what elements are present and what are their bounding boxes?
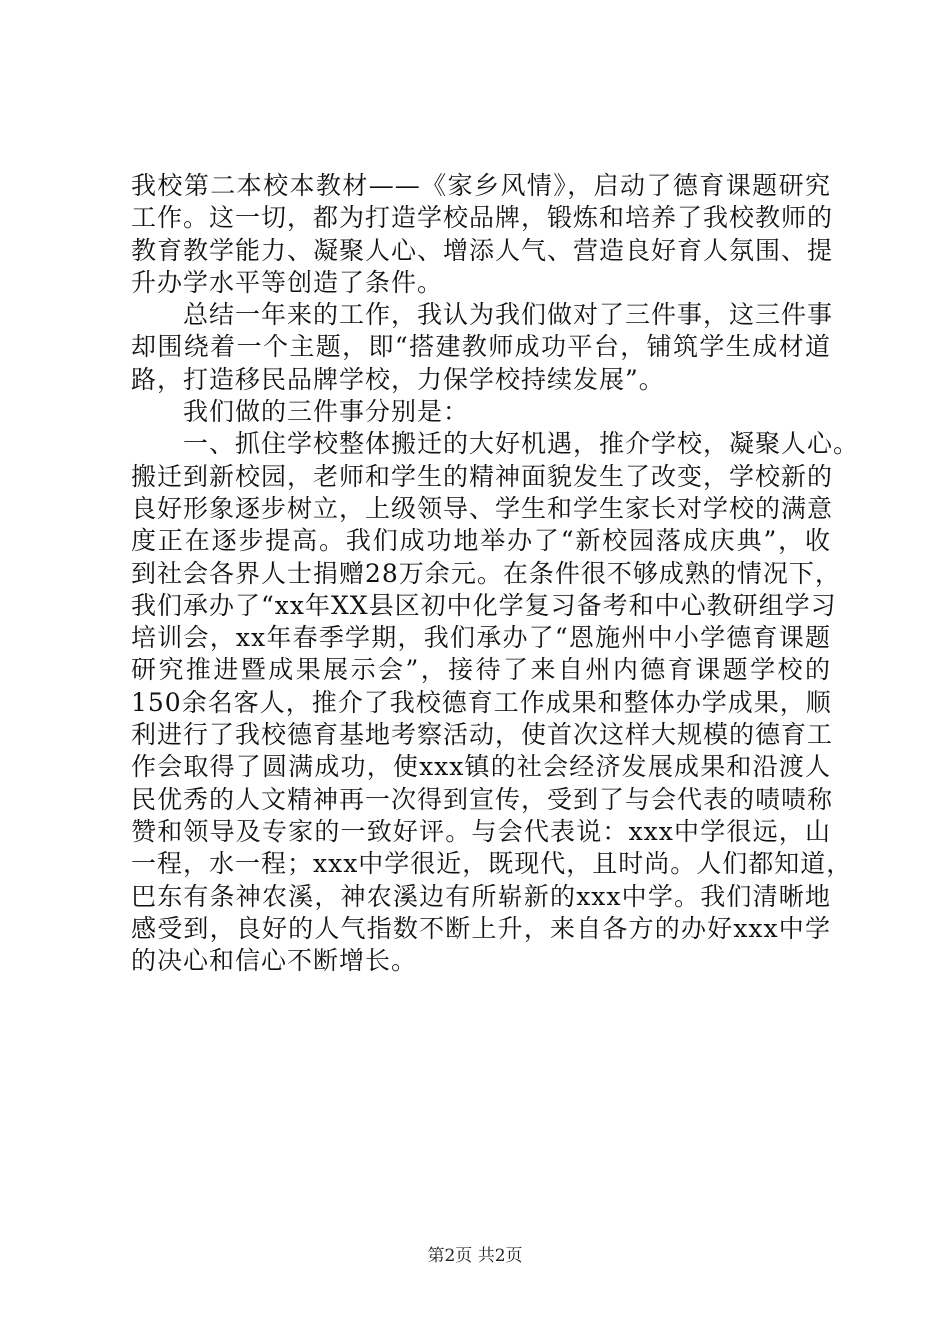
text-line: 150余名客人，推介了我校德育工作成果和整体办学成果，顺 [131,687,832,717]
text-line: 我们承办了“xx年XX县区初中化学复习备考和中心教研组学习 [131,590,837,620]
text-line: 搬迁到新校园，老师和学生的精神面貌发生了改变，学校新的 [131,461,834,491]
text-line: 良好形象逐步树立，上级领导、学生和学生家长对学校的满意 [131,493,834,523]
text-line: 研究推进暨成果展示会”，接待了来自州内德育课题学校的 [131,655,831,685]
text-line: 我校第二本校本教材——《家乡风情》，启动了德育课题研究 [131,171,831,200]
text-line: 升办学水平等创造了条件。 [131,267,444,297]
text-line: 民优秀的人文精神再一次得到宣传，受到了与会代表的啧啧称 [131,784,834,814]
text-line: 一程，水一程；xxx中学很近，既现代，且时尚。人们都知道， [131,849,853,879]
text-line: 的决心和信心不断增长。 [131,946,418,976]
text-line: 度正在逐步提高。我们成功地举办了“新校园落成庆典”，收 [131,526,831,556]
text-line: 巴东有条神农溪，神农溪边有所崭新的xxx中学。我们清晰地 [131,881,831,911]
text-line: 赞和领导及专家的一致好评。与会代表说：xxx中学很远，山 [131,816,831,846]
text-line: 工作。这一切，都为打造学校品牌，锻炼和培养了我校教师的 [131,203,834,233]
text-line: 到社会各界人士捐赠28万余元。在条件很不够成熟的情况下， [131,558,841,588]
text-line: 却围绕着一个主题，即“搭建教师成功平台，铺筑学生成材道 [131,332,831,362]
document-body [131,170,860,977]
text-line: 教育教学能力、凝聚人心、增添人气、营造良好育人氛围、提 [131,235,834,265]
text-line: 我们做的三件事分别是： [183,397,470,427]
text-line: 路，打造移民品牌学校，力保学校持续发展”。 [131,364,665,394]
page-footer: 第2页 共2页 [427,1246,523,1266]
text-line: 作会取得了圆满成功，使xxx镇的社会经济发展成果和沿渡人 [131,752,831,782]
text-line: 一、抓住学校整体搬迁的大好机遇，推介学校，凝聚人心。 [183,429,860,459]
text-line: 感受到，良好的人气指数不断上升，来自各方的办好xxx中学 [131,913,831,943]
text-line: 培训会，xx年春季学期，我们承办了“恩施州中小学德育课题 [131,623,831,653]
text-line: 利进行了我校德育基地考察活动，使首次这样大规模的德育工 [131,720,834,750]
text-line: 总结一年来的工作，我认为我们做对了三件事，这三件事 [183,300,834,330]
